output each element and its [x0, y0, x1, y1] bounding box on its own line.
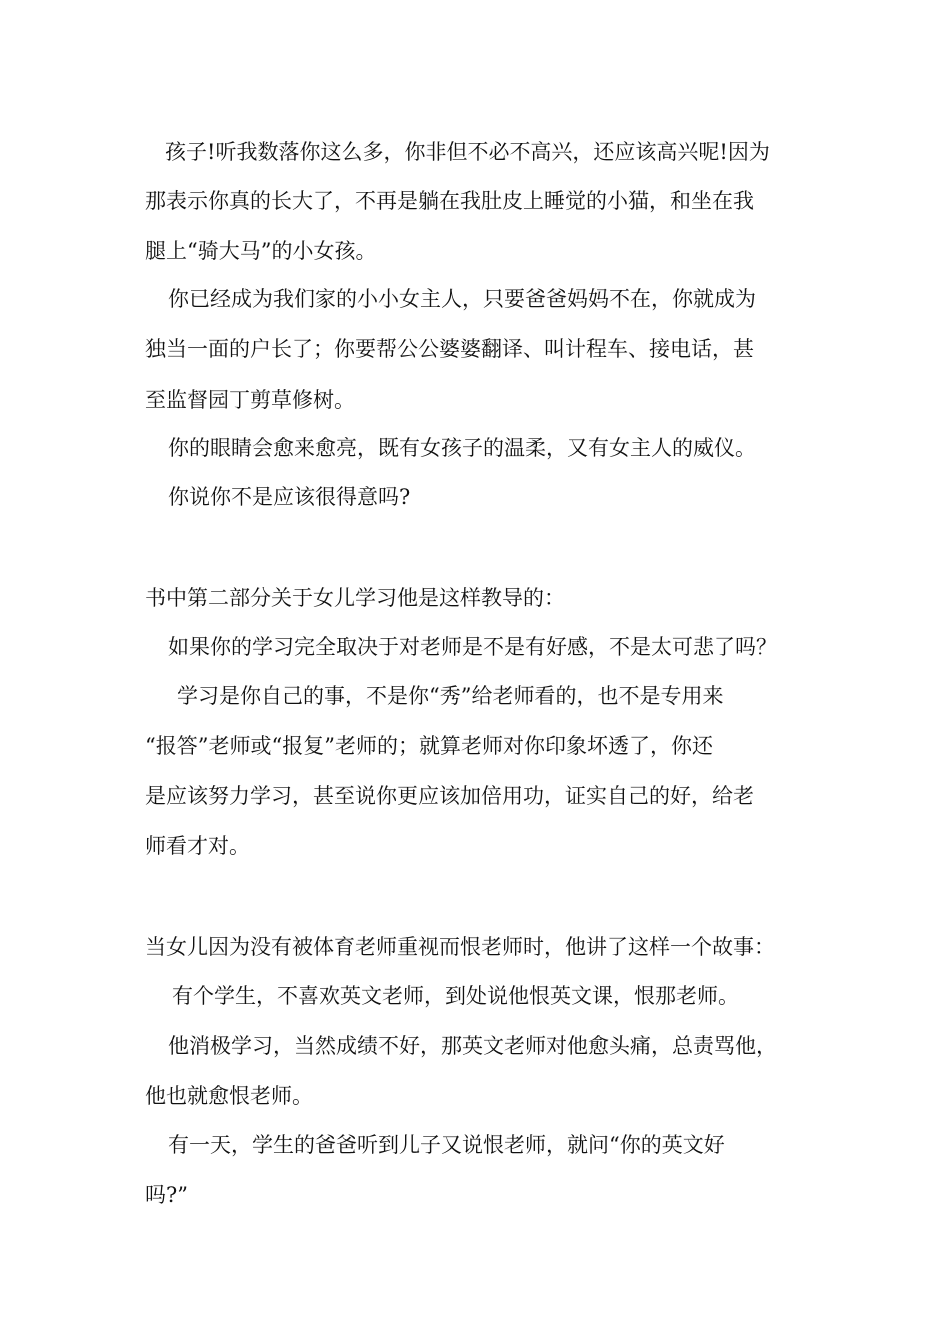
text-line: 有一天，学生的爸爸听到儿子又说恨老师，就问“你的英文好 [168, 1133, 725, 1157]
text-line: “报答”老师或“报复”老师的；就算老师对你印象坏透了，你还 [145, 734, 713, 758]
text-line: 有个学生，不喜欢英文老师，到处说他恨英文课，恨那老师。 [172, 984, 739, 1008]
text-line: 学习是你自己的事，不是你“秀”给老师看的，也不是专用来 [177, 684, 724, 708]
text-line: 你已经成为我们家的小小女主人，只要爸爸妈妈不在，你就成为 [168, 287, 756, 311]
text-line: 至监督园丁剪草修树。 [145, 388, 355, 412]
text-line: 他也就愈恨老师。 [145, 1084, 313, 1108]
text-line: 那表示你真的长大了，不再是躺在我肚皮上睡觉的小猫，和坐在我 [145, 189, 754, 213]
text-line: 吗?” [145, 1183, 188, 1207]
text-line: 师看才对。 [145, 834, 250, 858]
text-line: 孩子!听我数落你这么多，你非但不必不高兴，还应该高兴呢!因为 [165, 140, 770, 164]
text-line: 当女儿因为没有被体育老师重视而恨老师时，他讲了这样一个故事： [145, 935, 775, 959]
text-line: 如果你的学习完全取决于对老师是不是有好感，不是太可悲了吗？ [168, 635, 777, 659]
text-line: 独当一面的户长了；你要帮公公婆婆翻译、叫计程车、接电话，甚 [145, 337, 754, 361]
text-line: 书中第二部分关于女儿学习他是这样教导的： [145, 586, 565, 610]
text-line: 他消极学习，当然成绩不好，那英文老师对他愈头痛，总责骂他， [168, 1034, 777, 1058]
text-line: 你说你不是应该很得意吗? [168, 485, 411, 509]
text-line: 你的眼睛会愈来愈亮，既有女孩子的温柔，又有女主人的威仪。 [168, 436, 756, 460]
text-line: 是应该努力学习，甚至说你更应该加倍用功，证实自己的好，给老 [145, 784, 754, 808]
text-line: 腿上“骑大马”的小女孩。 [145, 239, 377, 263]
